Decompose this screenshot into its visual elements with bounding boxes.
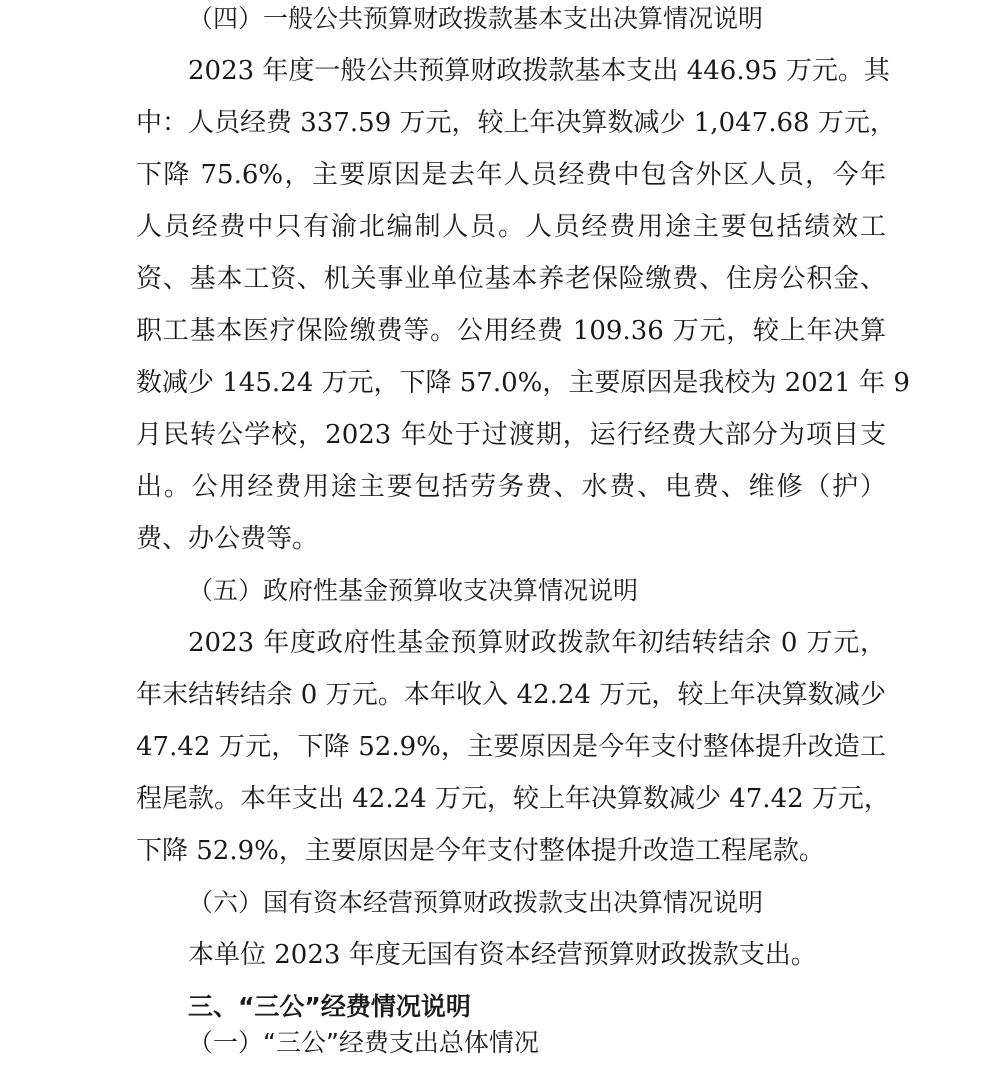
paragraph-line: 人员经费中只有渝北编制人员。人员经费用途主要包括绩效工 [136, 212, 886, 242]
section-heading-5: （五）政府性基金预算收支决算情况说明 [188, 576, 639, 605]
paragraph-line: 数减少 145.24 万元，下降 57.0%，主要原因是我校为 2021 年 9 [136, 368, 910, 398]
paragraph-line: 出。公用经费用途主要包括劳务费、水费、电费、维修（护） [136, 472, 886, 502]
paragraph-line: 本单位 2023 年度无国有资本经营预算财政拨款支出。 [188, 940, 817, 970]
paragraph-line: 2023 年度政府性基金预算财政拨款年初结转结余 0 万元， [188, 628, 886, 658]
paragraph-line: 2023 年度一般公共预算财政拨款基本支出 446.95 万元。其 [188, 56, 890, 86]
paragraph-line: 职工基本医疗保险缴费等。公用经费 109.36 万元，较上年决算 [136, 316, 886, 346]
section-heading-3: 三、“三公”经费情况说明 [188, 992, 471, 1021]
section-heading-4: （四）一般公共预算财政拨款基本支出决算情况说明 [188, 4, 764, 33]
paragraph-line: 中：人员经费 337.59 万元，较上年决算数减少 1,047.68 万元， [136, 108, 896, 138]
section-heading-6: （六）国有资本经营预算财政拨款支出决算情况说明 [188, 888, 764, 917]
section-subheading-3-1: （一）“三公”经费支出总体情况 [188, 1028, 539, 1057]
paragraph-line: 下降 52.9%，主要原因是今年支付整体提升改造工程尾款。 [136, 836, 825, 866]
paragraph-line: 下降 75.6%，主要原因是去年人员经费中包含外区人员，今年 [136, 160, 886, 190]
paragraph-line: 月民转公学校，2023 年处于过渡期，运行经费大部分为项目支 [136, 420, 886, 450]
paragraph-line: 程尾款。本年支出 42.24 万元，较上年决算数减少 47.42 万元， [136, 784, 890, 814]
paragraph-line: 资、基本工资、机关事业单位基本养老保险缴费、住房公积金、 [136, 264, 886, 294]
paragraph-line: 47.42 万元，下降 52.9%，主要原因是今年支付整体提升改造工 [136, 732, 886, 762]
paragraph-line: 年末结转结余 0 万元。本年收入 42.24 万元，较上年决算数减少 [136, 680, 886, 710]
paragraph-line: 费、办公费等。 [136, 524, 319, 554]
